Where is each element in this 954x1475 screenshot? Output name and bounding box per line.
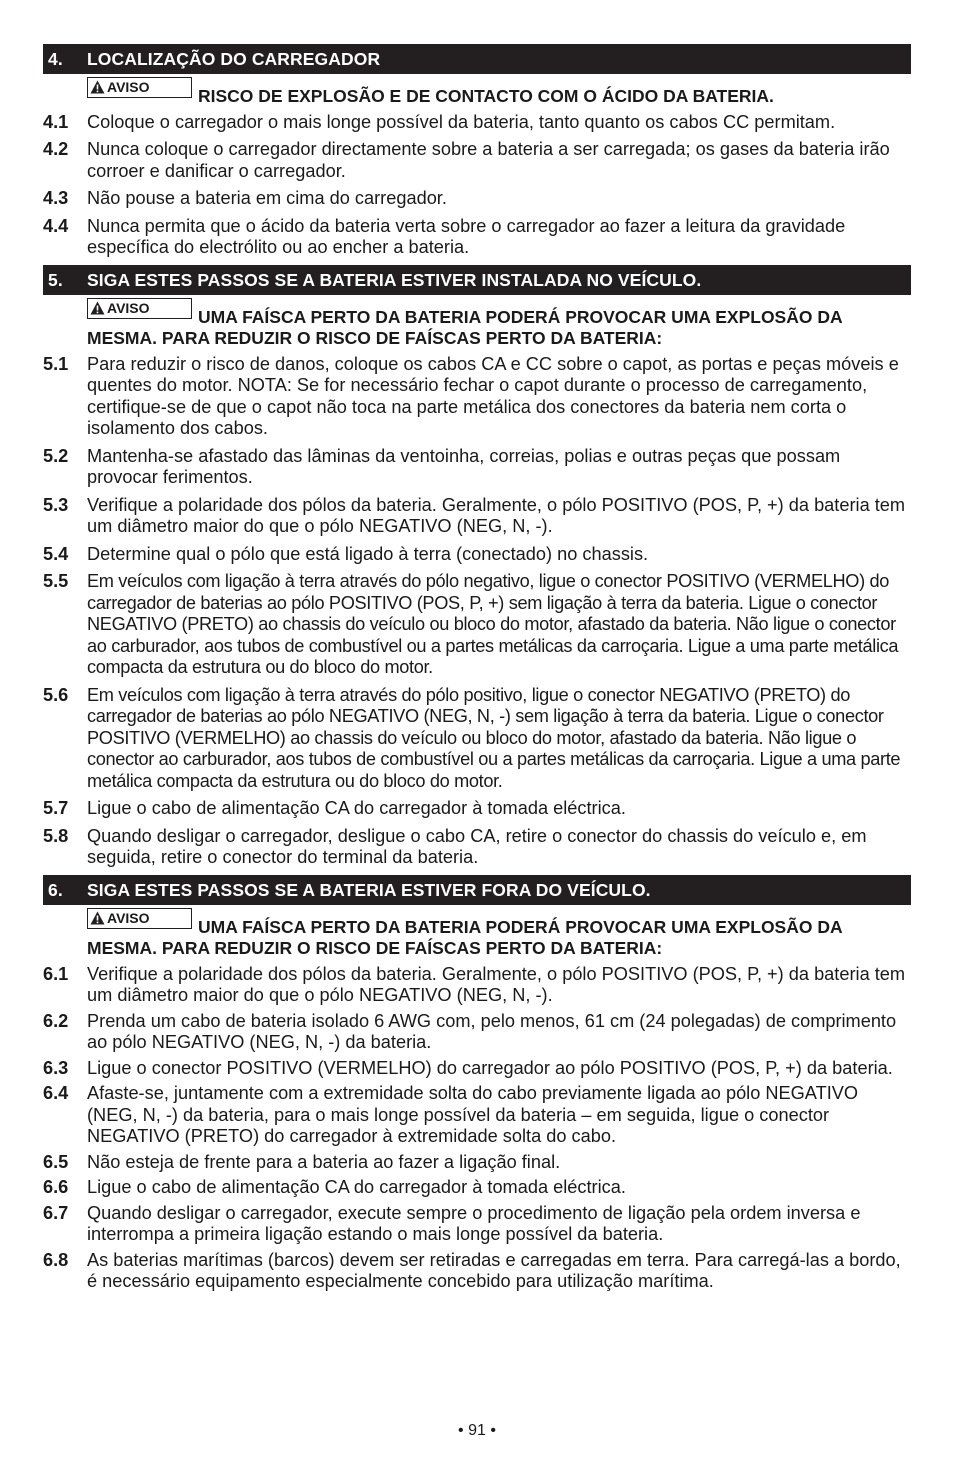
item-number: 6.4	[43, 1083, 69, 1103]
list-item	[43, 544, 911, 566]
list-item	[43, 964, 911, 1007]
item-text: Verifique a polaridade dos pólos da bateria. Geralmente, o pólo POSITIVO (POS, P, +) da bateria tem um diâmetro maior do que o pólo NEGATIVO (NEG, N, -).	[87, 963, 906, 1005]
item-number: 6.2	[43, 1010, 69, 1031]
list-item	[43, 1177, 911, 1199]
item-number: 4.1	[43, 111, 69, 132]
item-number: 5.1	[43, 353, 69, 374]
warning-triangle-icon	[90, 80, 105, 94]
list-item	[43, 798, 911, 820]
section-4	[43, 44, 911, 259]
section-header	[43, 875, 911, 905]
item-text: Prenda um cabo de bateria isolado 6 AWG com, pelo menos, 61 cm (24 polegadas) de comprimento ao pólo NEGATIVO (NEG, N, -) da bateria.	[87, 1010, 897, 1052]
item-text: Determine qual o pólo que está ligado à terra (conectado) no chassis.	[87, 543, 649, 564]
list-item	[43, 1250, 911, 1293]
list-item	[43, 112, 911, 134]
item-text: Nunca coloque o carregador directamente sobre a bateria a ser carregada; os gases da bateria irão corroer e danificar o carregador.	[87, 139, 890, 181]
list-item	[43, 216, 911, 259]
item-text: Ligue o conector POSITIVO (VERMELHO) do carregador ao pólo POSITIVO (POS, P, +) da bateria.	[87, 1057, 893, 1078]
item-number: 6.8	[43, 1249, 69, 1270]
warning-triangle-icon	[90, 301, 105, 315]
warning-label: AVISO	[107, 79, 150, 95]
item-number: 5.5	[43, 571, 69, 591]
warning-badge	[87, 908, 192, 929]
item-number: 6.3	[43, 1057, 69, 1078]
item-number: 5.2	[43, 445, 69, 466]
list-item	[43, 1152, 911, 1174]
item-number: 5.7	[43, 798, 69, 818]
item-number: 6.1	[43, 963, 69, 984]
item-text: Mantenha-se afastado das lâminas da ventoinha, correias, polias e outras peças que possam provocar ferimentos.	[87, 445, 841, 487]
warning-label: AVISO	[107, 909, 150, 926]
warning-label: AVISO	[107, 299, 150, 316]
list-item	[43, 354, 911, 440]
warning-block	[87, 79, 911, 108]
manual-page	[43, 44, 911, 1297]
list-item	[43, 571, 911, 679]
list-item	[43, 685, 911, 793]
item-text: Não pouse a bateria em cima do carregador.	[87, 188, 447, 208]
list-item	[43, 1083, 911, 1148]
section-title: LOCALIZAÇÃO DO CARREGADOR	[87, 49, 381, 69]
section-5	[43, 265, 911, 869]
section-number: 5.	[48, 269, 63, 290]
item-number: 4.2	[43, 139, 69, 159]
list-item	[43, 826, 911, 869]
item-text: Verifique a polaridade dos pólos da bateria. Geralmente, o pólo POSITIVO (POS, P, +) da bateria tem um diâmetro maior do que o pólo NEGATIVO (NEG, N, -).	[87, 494, 906, 536]
warning-block	[87, 299, 911, 350]
item-number: 4.3	[43, 188, 69, 208]
warning-triangle-icon	[90, 911, 105, 925]
warning-badge	[87, 298, 192, 319]
item-text: Afaste-se, juntamente com a extremidade solta do cabo previamente ligada ao pólo NEGATIVO (NEG, N, -) da bateria, para o mais longe possível da bateria – em seguida, ligue o conector NEGATIVO (PRETO) do carregador à extremidade solta do cabo.	[87, 1083, 859, 1146]
item-text: Em veículos com ligação à terra através do pólo negativo, ligue o conector POSITIVO (VERMELHO) do carregador de baterias ao pólo POSITIVO (POS, P, +) sem ligação à terra da bateria. Ligue o conector NEGATIVO (PRETO) ao chassis do veículo ou bloco do motor, afastado da bateria. Não ligue o conector ao carburador, aos tubos de combustível ou a partes metálicas da carroçaria. Ligue a uma parte metálica compacta da estrutura ou do bloco do motor.	[87, 571, 899, 677]
item-text: Não esteja de frente para a bateria ao fazer a ligação final.	[87, 1151, 561, 1172]
list-item	[43, 495, 911, 538]
section-number: 6.	[48, 879, 63, 900]
item-number: 6.5	[43, 1151, 69, 1172]
section-header	[43, 265, 911, 295]
section-number: 4.	[48, 49, 63, 69]
item-text: Coloque o carregador o mais longe possível da bateria, tanto quanto os cabos CC permitam.	[87, 111, 836, 132]
item-text: Ligue o cabo de alimentação CA do carregador à tomada eléctrica.	[87, 798, 626, 818]
list-item	[43, 1203, 911, 1246]
list-item	[43, 139, 911, 182]
section-title: SIGA ESTES PASSOS SE A BATERIA ESTIVER FORA DO VEÍCULO.	[87, 879, 651, 900]
item-text: Ligue o cabo de alimentação CA do carregador à tomada eléctrica.	[87, 1177, 626, 1197]
item-number: 5.8	[43, 825, 69, 846]
section-title: SIGA ESTES PASSOS SE A BATERIA ESTIVER INSTALADA NO VEÍCULO.	[87, 269, 702, 290]
warning-badge	[87, 77, 192, 98]
item-number: 5.3	[43, 494, 69, 515]
item-number: 6.6	[43, 1177, 69, 1197]
warning-text: UMA FAÍSCA PERTO DA BATERIA PODERÁ PROVOCAR UMA EXPLOSÃO DA MESMA. PARA REDUZIR O RISCO DE FAÍSCAS PERTO DA BATERIA:	[87, 306, 842, 348]
list-item	[43, 1011, 911, 1054]
item-number: 5.4	[43, 543, 69, 564]
item-text: Quando desligar o carregador, desligue o cabo CA, retire o conector do chassis do veículo e, em seguida, retire o conector do terminal da bateria.	[87, 825, 867, 867]
page-number: • 91 •	[458, 1422, 496, 1439]
list-item	[43, 446, 911, 489]
item-text: Quando desligar o carregador, execute sempre o procedimento de ligação pela ordem inversa e interrompa a primeira ligação estando o mais longe possível da bateria.	[87, 1202, 861, 1244]
section-6	[43, 875, 911, 1293]
item-text: Nunca permita que o ácido da bateria verta sobre o carregador ao fazer a leitura da gravidade específica do electrólito ou ao encher a bateria.	[87, 215, 846, 257]
item-text: Para reduzir o risco de danos, coloque os cabos CA e CC sobre o capot, as portas e peças móveis e quentes do motor. NOTA: Se for necessário fechar o capot durante o processo de carregamento, certifique-se de que o capot não toca na parte metálica dos conectores da bateria nem corta o isolamento dos cabos.	[87, 353, 899, 438]
warning-text: UMA FAÍSCA PERTO DA BATERIA PODERÁ PROVOCAR UMA EXPLOSÃO DA MESMA. PARA REDUZIR O RISCO DE FAÍSCAS PERTO DA BATERIA:	[87, 916, 842, 958]
warning-block	[87, 909, 911, 960]
list-item	[43, 188, 911, 210]
item-text: Em veículos com ligação à terra através do pólo positivo, ligue o conector NEGATIVO (PRETO) do carregador de baterias ao pólo NEGATIVO (NEG, N, -) sem ligação à terra da bateria. Ligue o conector POSITIVO (VERMELHO) ao chassis do veículo ou bloco do motor, afastado da bateria. Não ligue o conector ao carburador, aos tubos de combustível ou a partes metálicas da carroçaria. Ligue a uma parte metálica compacta da estrutura ou do bloco do motor.	[87, 684, 901, 791]
warning-text: RISCO DE EXPLOSÃO E DE CONTACTO COM O ÁCIDO DA BATERIA.	[198, 86, 774, 106]
item-number: 4.4	[43, 215, 69, 236]
section-header	[43, 44, 911, 74]
item-number: 5.6	[43, 684, 69, 705]
item-text: As baterias marítimas (barcos) devem ser retiradas e carregadas em terra. Para carregá-las a bordo, é necessário equipamento especialmente concebido para utilização marítima.	[87, 1249, 901, 1291]
item-number: 6.7	[43, 1202, 69, 1223]
list-item	[43, 1058, 911, 1080]
